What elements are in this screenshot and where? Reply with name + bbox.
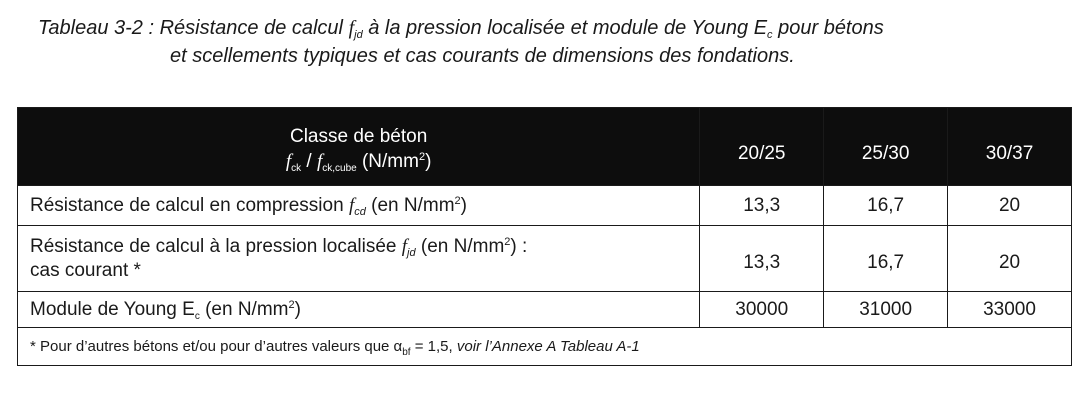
header-label-line-1: Classe de béton [289,125,428,147]
header-unit-close: ) [425,150,432,172]
footnote-text: * Pour d’autres bétons et/ou pour d’autres valeurs que α [30,338,403,355]
caption-prefix: Tableau 3-2 : Résistance de calcul [38,17,349,39]
row-unit-close: ) [294,298,301,320]
value-cell: 16,7 [824,226,948,292]
row-unit: (en N/mm [365,194,455,216]
row-label-text: Résistance de calcul en compression [30,194,349,216]
footnote-subscript-bf: bf [402,347,411,358]
row-unit-exponent: 2 [288,298,295,311]
header-slash: / [301,150,317,172]
row-subscript-c: c [194,310,200,322]
header-label-line-2 [18,149,699,174]
table-row [18,186,1072,226]
table-row [18,292,1072,328]
row-label-compression [18,186,700,226]
row-subscript-cd: cd [354,205,366,218]
header-class-30-37: 30/37 [948,108,1072,186]
row-symbol-f: f [401,235,408,257]
value-cell: 30000 [700,292,824,328]
row-label-text: Module de Young E [30,298,195,320]
row-symbol-f: f [348,194,355,216]
caption-subscript-jd: jd [354,29,363,41]
caption-middle: à la pression localisée et module de Young [362,17,754,39]
table-footnote [18,328,1072,366]
table-row [18,226,1072,292]
footnote-reference: voir l’Annexe A Tableau A-1 [456,338,640,355]
caption-suffix: pour bétons [772,17,884,39]
table-caption [0,14,1092,70]
row-label-line-1 [30,235,691,259]
header-class-20-25: 20/25 [700,108,824,186]
header-unit: (N/mm [356,150,419,172]
row-label-text: Résistance de calcul à la pression localisée [30,235,402,257]
row-unit-exponent: 2 [504,235,511,248]
table-footnote-row [18,328,1072,366]
header-subscript-ck: ck [291,162,302,174]
footnote-value: = 1,5, [410,338,457,355]
caption-symbol-f: f [348,17,355,39]
row-unit: (en N/mm [199,298,289,320]
value-cell: 31000 [824,292,948,328]
row-unit: (en N/mm [415,235,505,257]
header-symbol-f: f [285,150,292,172]
row-unit-exponent: 2 [454,194,461,207]
row-label-localized-pressure [18,226,700,292]
caption-symbol-e: E [753,17,768,39]
row-subscript-jd: jd [407,246,416,259]
header-unit-exponent: 2 [418,150,426,163]
caption-line-1 [0,14,1092,42]
value-cell: 33000 [948,292,1072,328]
row-unit-close: ) [460,194,467,216]
table-header-row [18,108,1072,186]
row-label-young-modulus [18,292,700,328]
caption-line-2: et scellements typiques et cas courants de dimensions des fondations. [170,45,795,67]
value-cell: 13,3 [700,186,824,226]
row-unit-close: ) : [510,235,528,257]
header-subscript-ckcube: ck,cube [322,162,357,174]
header-label-cell [18,108,700,186]
header-class-25-30: 25/30 [824,108,948,186]
value-cell: 16,7 [824,186,948,226]
value-cell: 20 [948,226,1072,292]
value-cell: 20 [948,186,1072,226]
value-cell: 13,3 [700,226,824,292]
row-label-line-2: cas courant * [30,259,141,281]
header-symbol-f-cube: f [316,150,323,172]
caption-subscript-c: c [767,29,773,41]
concrete-properties-table [17,107,1072,366]
